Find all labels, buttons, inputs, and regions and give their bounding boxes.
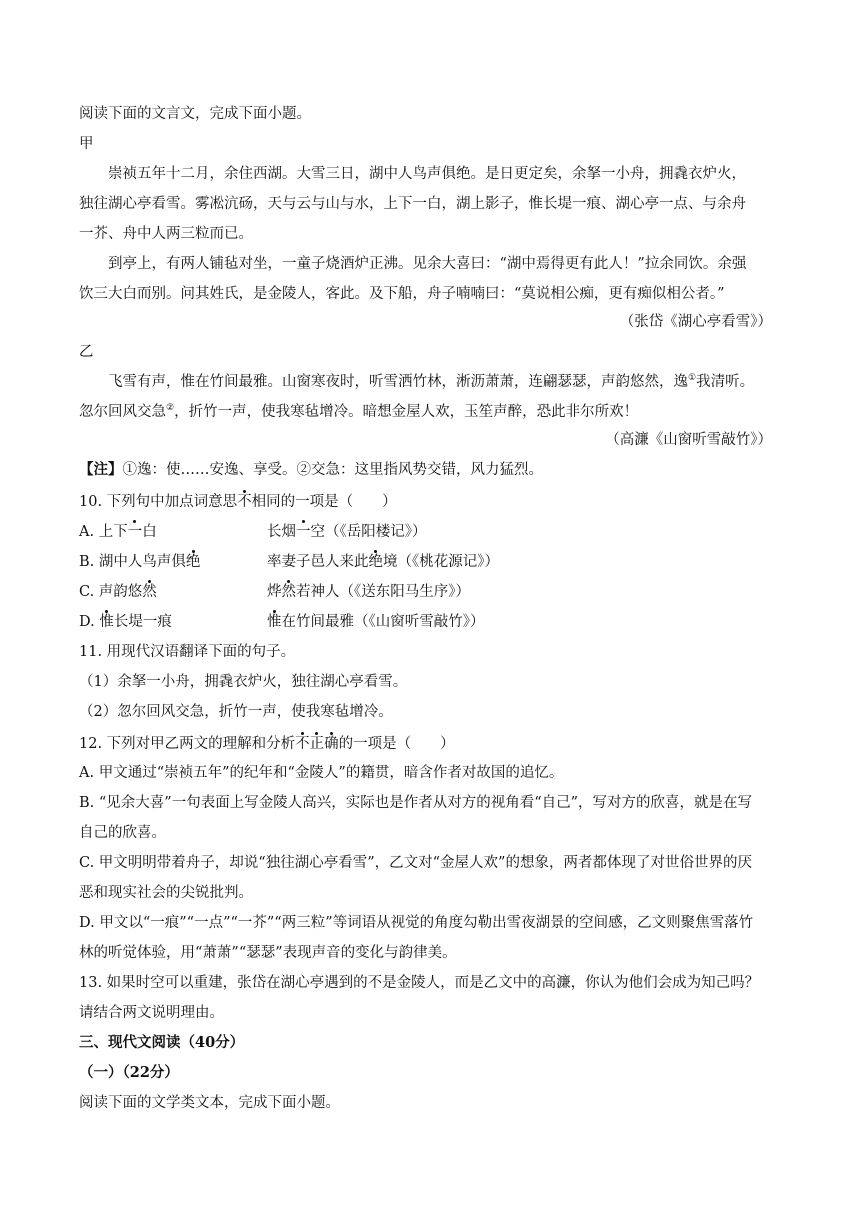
- passage-yi-text: ，折竹一声，使我寒毡增冷。暗想金屋人欢，玉笙声醉，恐此非尔所欢！: [174, 404, 639, 420]
- note-label: 【注】: [79, 461, 123, 478]
- q12-text: 的一项是（ ）: [338, 736, 455, 752]
- q10-text: 10. 下列句中加点词意思: [79, 494, 238, 510]
- option-text: A. 上下: [79, 524, 128, 540]
- q12-option-a: A. 甲文通过“崇祯五年”的纪年和“金陵人”的籍贯，暗含作者对故国的追忆。: [79, 765, 564, 781]
- passage-yi-text: 我清听。: [696, 374, 755, 390]
- q11-sentence-2: （2）忽尔回风交急，折竹一声，使我寒毡增冷。: [79, 704, 393, 720]
- dotted-char: 惟: [99, 614, 114, 630]
- note-text: ①逸：使……安逸、享受。②交急：这里指风势交错，风力猛烈。: [122, 462, 543, 478]
- q12-option-d-cont: 林的听觉体验，用“萧萧”“瑟瑟”表现声音的变化与韵律美。: [79, 945, 457, 961]
- subsection-heading: （一）（22分）: [79, 1064, 179, 1081]
- q12-dotted-char: 正: [309, 736, 325, 752]
- q12-option-c: C. 甲文明明带着舟子，却说“独往湖心亭看雪”，乙文对“金屋人欢”的想象，两者都体现了对世俗世界的厌: [79, 855, 752, 871]
- footnote-marker: ①: [688, 373, 697, 384]
- question-10-stem: [79, 492, 397, 512]
- q10-option-b: [79, 552, 499, 572]
- passage-jia-line: 一芥、舟中人两三粒而已。: [79, 226, 253, 242]
- question-12-stem: [79, 734, 455, 754]
- section-3-instruction: 阅读下面的文学类文本，完成下面小题。: [79, 1095, 340, 1111]
- option-text: B. 湖中人鸟声俱: [79, 554, 186, 570]
- option-text: C. 声韵悠: [79, 584, 143, 600]
- passage-yi-line: [108, 372, 754, 392]
- passage-jia-line: 饮三大白而别。问其姓氏，是金陵人，客此。及下船，舟子喃喃曰：“莫说相公痴，更有痴似相公者。”: [79, 286, 725, 302]
- q10-option-a: [79, 522, 427, 542]
- option-compare: 长烟: [267, 524, 296, 540]
- passage-jia-label: 甲: [79, 136, 94, 152]
- option-compare: 烨: [267, 584, 282, 600]
- option-compare: 空（《岳阳楼记》）: [310, 524, 427, 540]
- passage-jia-line: 崇祯五年十二月，余住西湖。大雪三日，湖中人鸟声俱绝。是日更定矣，余拏一小舟，拥毳衣炉火，: [108, 166, 746, 182]
- passage-jia-line: 到亭上，有两人铺毡对坐，一童子烧酒炉正沸。见余大喜曰：“湖中焉得更有此人！”拉余同饮。余强: [108, 256, 747, 272]
- question-11-stem: 11. 用现代汉语翻译下面的句子。: [79, 644, 296, 660]
- dotted-char: 惟: [267, 614, 282, 630]
- q10-option-c: [79, 582, 470, 602]
- q12-option-c-cont: 恶和现实社会的尖锐批判。: [79, 885, 253, 901]
- option-compare: 境（《桃花源记》）: [383, 554, 499, 570]
- section-3-heading: 三、现代文阅读（40分）: [79, 1034, 245, 1051]
- dotted-char: 一: [127, 524, 143, 540]
- q12-option-d: D. 甲文以“一痕”“一点”“一芥”“两三粒”等词语从视觉的角度勾勒出雪夜湖景的空间感，乙文则聚焦雪落竹: [79, 915, 754, 931]
- reading-instruction: 阅读下面的文言文，完成下面小题。: [79, 106, 311, 122]
- q10-dotted-char: 不: [237, 494, 252, 510]
- annotation-note: [79, 460, 543, 480]
- q10-text: 相同的一项是（ ）: [251, 494, 397, 510]
- q12-text: 12. 下列对甲乙两文的理解和分析: [79, 736, 296, 752]
- option-compare: 率妻子邑人来此: [267, 554, 369, 570]
- option-compare: 在竹间最雅（《山窗听雪敲竹》）: [281, 614, 485, 630]
- passage-yi-source: （高濂《山窗听雪敲竹》）: [605, 432, 772, 448]
- dotted-char: 然: [281, 584, 296, 600]
- q12-dotted-char: 确: [324, 736, 339, 752]
- footnote-marker: ②: [166, 403, 175, 414]
- passage-yi-label: 乙: [79, 344, 94, 360]
- option-text: 白: [142, 524, 157, 540]
- option-text: 长堤一痕: [113, 614, 172, 630]
- passage-yi-line: [79, 402, 638, 422]
- dotted-char: 绝: [368, 554, 383, 570]
- passage-yi-text: 飞雪有声，惟在竹间最雅。山窗寒夜时，听雪洒竹林，淅沥萧萧，连翩瑟瑟，声韵悠然，逸: [108, 374, 688, 390]
- dotted-char: 然: [142, 584, 157, 600]
- dotted-char: 绝: [185, 554, 201, 570]
- q10-option-d: [79, 612, 485, 632]
- option-compare: 若神人（《送东阳马生序》）: [296, 584, 470, 600]
- passage-jia-source: （张岱《湖心亭看雪》）: [619, 314, 772, 330]
- passage-yi-text: 忽尔回风交急: [79, 404, 166, 420]
- question-13-cont: 请结合两文说明理由。: [79, 1005, 224, 1021]
- q12-dotted-char: 不: [295, 736, 310, 752]
- passage-jia-line: 独往湖心亭看雪。雾凇沆砀，天与云与山与水，上下一白，湖上影子，惟长堤一痕、湖心亭一点、与余舟: [79, 196, 746, 212]
- q12-option-b: B. “见余大喜”一句表面上写金陵人高兴，实际也是作者从对方的视角看“自己”，写对方的欣喜，就是在写: [79, 795, 753, 811]
- q11-sentence-1: （1）余拏一小舟，拥毳衣炉火，独往湖心亭看雪。: [79, 674, 408, 690]
- q12-option-b-cont: 自己的欣喜。: [79, 825, 166, 841]
- question-13-stem: 13. 如果时空可以重建，张岱在湖心亭遇到的不是金陵人，而是乙文中的高濂，你认为他们会成为知己吗？: [79, 975, 760, 991]
- dotted-char: 一: [296, 524, 311, 540]
- option-text: D.: [79, 614, 100, 630]
